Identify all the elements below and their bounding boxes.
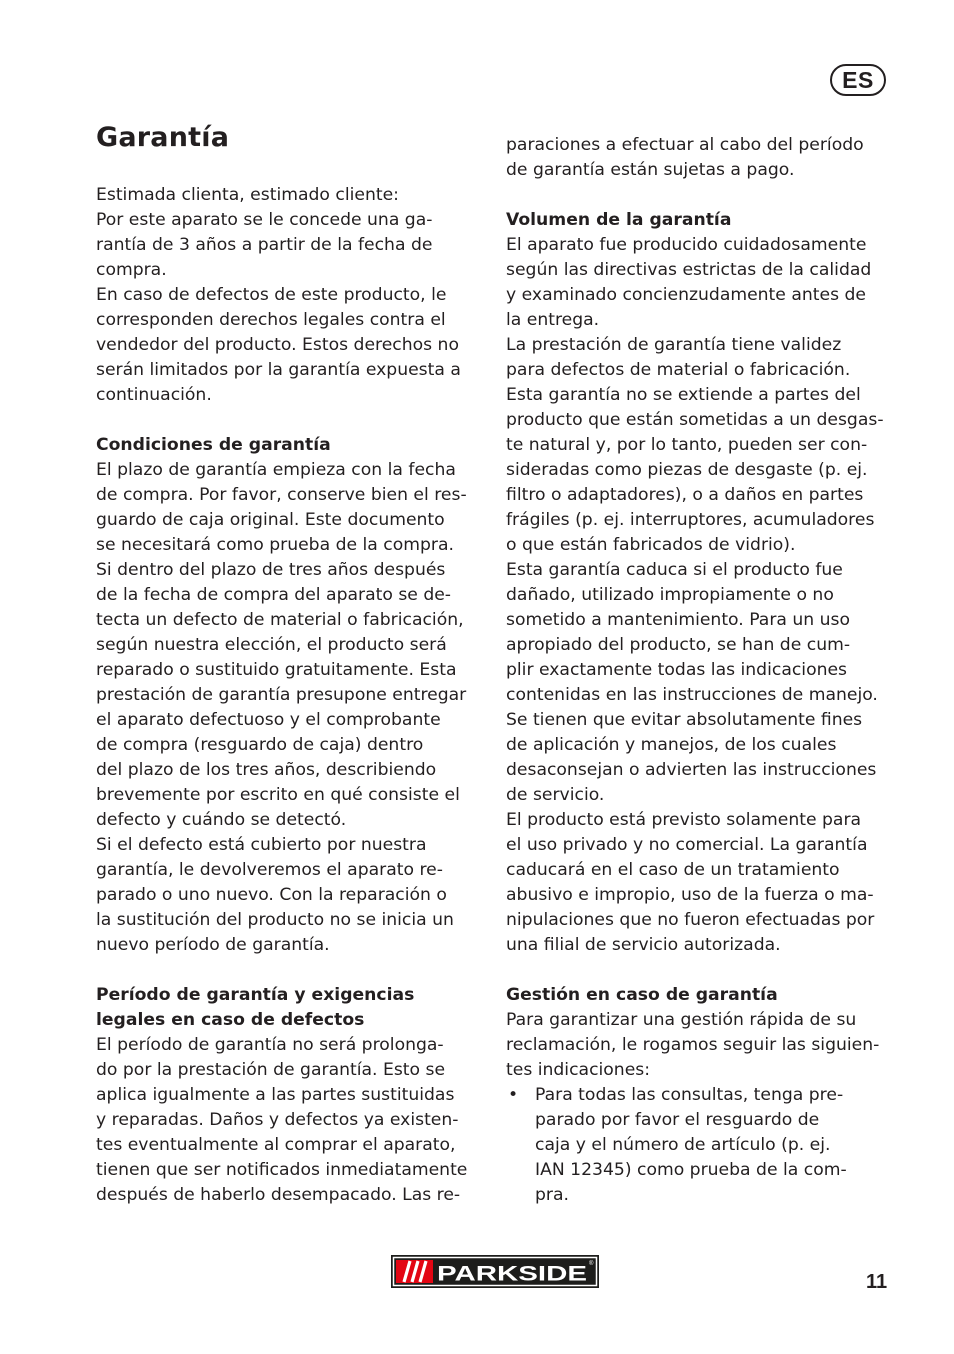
scope-section (506, 208, 884, 958)
section-heading: Condiciones de garantía (96, 435, 331, 455)
intro-paragraph (96, 183, 461, 408)
text-line: después de haberlo desempacado. Las re- (96, 1185, 461, 1205)
text-line: y reparadas. Daños y defectos ya existen- (96, 1110, 459, 1130)
text-line: una filial de servicio autorizada. (506, 935, 781, 955)
text-line: Esta garantía caduca si el producto fue (506, 560, 843, 580)
text-line: reclamación, le rogamos seguir las siguien- (506, 1035, 880, 1055)
text-line: plir exactamente todas las indicaciones (506, 660, 848, 680)
text-line: do por la prestación de garantía. Esto se (96, 1060, 446, 1080)
text-line: Esta garantía no se extiende a partes del (506, 385, 861, 405)
text-line: caja y el número de artículo (p. ej. (535, 1135, 831, 1155)
text-line: prestación de garantía presupone entregar (96, 685, 467, 705)
registered-mark: ® (589, 1261, 594, 1267)
text-line: sometido a mantenimiento. Para un uso (506, 610, 851, 630)
text-line: aplica igualmente a las partes sustituidas (96, 1085, 455, 1105)
text-line: desaconsejan o advierten las instrucciones (506, 760, 877, 780)
section-heading: Gestión en caso de garantía (506, 985, 778, 1005)
text-line: tecta un defecto de material o fabricación, (96, 610, 464, 630)
text-line: En caso de defectos de este producto, le (96, 285, 447, 305)
text-line: dañado, utilizado impropiamente o no (506, 585, 834, 605)
parkside-logo (391, 1255, 599, 1288)
text-line: guardo de caja original. Este documento (96, 510, 445, 530)
text-line: te natural y, por lo tanto, pueden ser con- (506, 435, 868, 455)
text-line: continuación. (96, 385, 212, 405)
text-line: tes indicaciones: (506, 1060, 651, 1080)
section-heading: Período de garantía y exigencias (96, 985, 415, 1005)
text-line: defecto y cuándo se detectó. (96, 810, 347, 830)
text-line: La prestación de garantía tiene validez (506, 335, 842, 355)
text-line: vendedor del producto. Estos derechos no (96, 335, 459, 355)
text-line: El plazo de garantía empieza con la fecha (96, 460, 456, 480)
text-line: abusivo e impropio, uso de la fuerza o ma- (506, 885, 874, 905)
text-line: según nuestra elección, el producto será (96, 635, 447, 655)
text-line: parado o uno nuevo. Con la reparación o (96, 885, 447, 905)
bullet-list (506, 1083, 847, 1208)
text-line: Por este aparato se le concede una ga- (96, 210, 433, 230)
bullet-icon: • (508, 1085, 519, 1105)
text-line: caducará en el caso de un tratamiento (506, 860, 840, 880)
text-line: se necesitará como prueba de la compra. (96, 535, 454, 555)
text-line: nipulaciones que no fueron efectuadas por (506, 910, 875, 930)
text-line: El aparato fue producido cuidadosamente (506, 235, 867, 255)
text-line: la sustitución del producto no se inicia un (96, 910, 454, 930)
list-item (506, 1083, 847, 1208)
process-section (506, 983, 879, 1083)
text-line: y examinado concienzudamente antes de (506, 285, 866, 305)
text-line: apropiado del producto, se han de cum- (506, 635, 851, 655)
section-heading: legales en caso de defectos (96, 1010, 365, 1030)
text-line: del plazo de los tres años, describiendo (96, 760, 437, 780)
text-line: serán limitados por la garantía expuesta a (96, 360, 461, 380)
period-section (96, 983, 467, 1208)
text-line: El producto está previsto solamente para (506, 810, 862, 830)
text-line: rantía de 3 años a partir de la fecha de (96, 235, 433, 255)
text-line: Si dentro del plazo de tres años después (96, 560, 446, 580)
text-line: Si el defecto está cubierto por nuestra (96, 835, 427, 855)
text-line: nuevo período de garantía. (96, 935, 330, 955)
text-line: de compra (resguardo de caja) dentro (96, 735, 424, 755)
text-line: paraciones a efectuar al cabo del período (506, 135, 864, 155)
text-line: sideradas como piezas de desgaste (p. ej. (506, 460, 868, 480)
text-line: filtro o adaptadores), o a daños en partes (506, 485, 864, 505)
text-line: de la fecha de compra del aparato se de- (96, 585, 452, 605)
text-line: garantía, le devolveremos el aparato re- (96, 860, 443, 880)
text-line: de compra. Por favor, conserve bien el res- (96, 485, 467, 505)
text-line: reparado o sustituido gratuitamente. Esta (96, 660, 457, 680)
text-line: Estimada clienta, estimado cliente: (96, 185, 399, 205)
text-line: parado por favor el resguardo de (535, 1110, 820, 1130)
text-line: el uso privado y no comercial. La garantía (506, 835, 868, 855)
section-heading: Volumen de la garantía (506, 210, 732, 230)
text-line: según las directivas estrictas de la calidad (506, 260, 872, 280)
period-continuation (506, 133, 864, 183)
text-line: frágiles (p. ej. interruptores, acumuladores (506, 510, 875, 530)
lang-badge: ES (830, 64, 886, 96)
page-title: Garantía (96, 122, 230, 153)
text-line: Para garantizar una gestión rápida de su (506, 1010, 857, 1030)
text-line: producto que están sometidas a un desgas- (506, 410, 884, 430)
text-line: pra. (535, 1185, 569, 1205)
brand-name: PARKSIDE (437, 1262, 587, 1286)
text-line: Para todas las consultas, tenga pre- (535, 1085, 844, 1105)
text-line: compra. (96, 260, 167, 280)
text-line: tes eventualmente al comprar el aparato, (96, 1135, 456, 1155)
text-line: de aplicación y manejos, de los cuales (506, 735, 837, 755)
text-line: o que están fabricados de vidrio). (506, 535, 796, 555)
text-line: tienen que ser notificados inmediatamente (96, 1160, 468, 1180)
conditions-section (96, 433, 467, 958)
text-line: para defectos de material o fabricación. (506, 360, 851, 380)
text-line: de garantía están sujetas a pago. (506, 160, 795, 180)
text-line: el aparato defectuoso y el comprobante (96, 710, 441, 730)
page-number: 11 (866, 1271, 888, 1293)
text-line: la entrega. (506, 310, 600, 330)
text-line: El período de garantía no será prolonga- (96, 1035, 444, 1055)
text-line: contenidas en las instrucciones de manejo. (506, 685, 878, 705)
text-line: de servicio. (506, 785, 605, 805)
text-line: IAN 12345) como prueba de la com- (535, 1160, 847, 1180)
text-line: corresponden derechos legales contra el (96, 310, 446, 330)
text-line: Se tienen que evitar absolutamente fines (506, 710, 863, 730)
text-line: brevemente por escrito en qué consiste el (96, 785, 460, 805)
